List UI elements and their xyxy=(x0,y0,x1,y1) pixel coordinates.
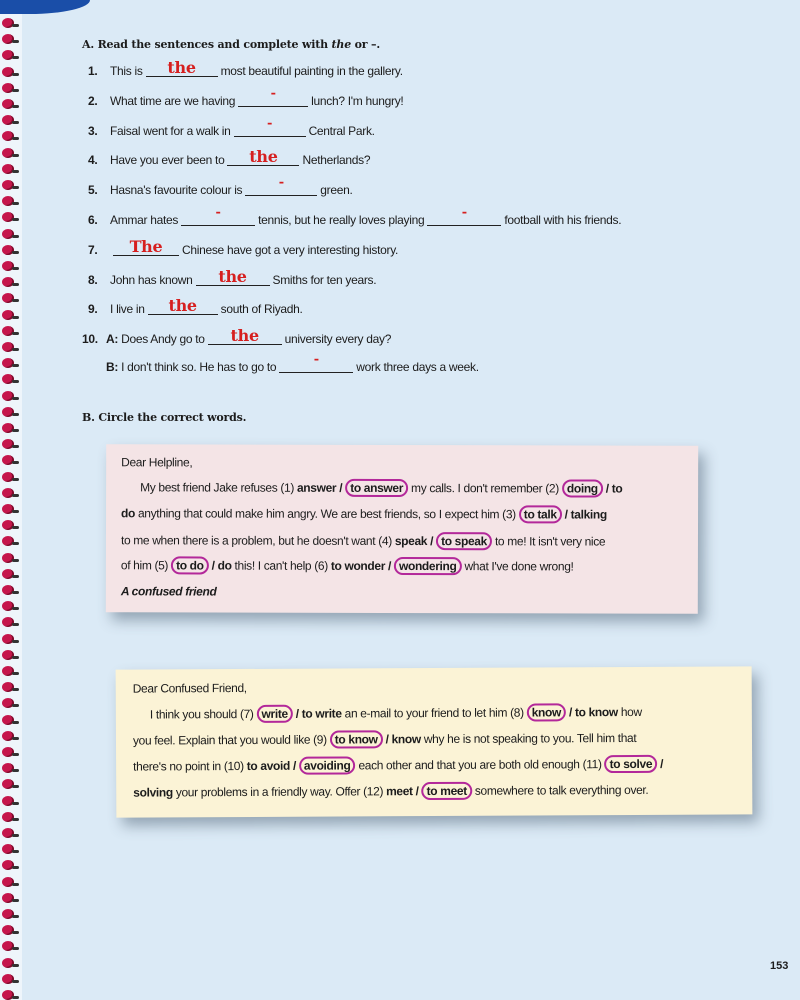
option-word[interactable]: to avoid xyxy=(246,758,290,773)
question-text: university every day? xyxy=(284,332,392,346)
question-text: Ammar hates xyxy=(110,213,179,227)
question-10a xyxy=(82,326,392,346)
letter-greeting: Dear Helpline, xyxy=(121,455,193,470)
binding-ring-wire xyxy=(12,656,19,659)
option-separator: / xyxy=(568,705,572,720)
question-text: What time are we having xyxy=(110,94,236,108)
question-text: This is xyxy=(110,64,143,78)
binding-ring-wire xyxy=(12,40,19,43)
binding-ring-wire xyxy=(12,348,19,351)
letter-line xyxy=(140,480,622,495)
binding-ring-wire xyxy=(12,964,19,967)
question-1 xyxy=(88,58,403,78)
question-number: 6. xyxy=(88,213,98,227)
binding-ring-wire xyxy=(12,737,19,740)
question-text: green. xyxy=(320,183,353,197)
binding-ring-wire xyxy=(12,947,19,950)
option-separator: / xyxy=(295,706,299,721)
option-word[interactable]: solving xyxy=(133,785,173,800)
question-number: 8. xyxy=(88,273,98,287)
letter-text: somewhere to talk everything over. xyxy=(474,782,649,798)
circled-option[interactable]: to answer xyxy=(345,479,408,497)
letter-text: each other and that you are both old enough (11) xyxy=(358,757,602,773)
option-separator: / xyxy=(415,784,419,799)
option-word[interactable]: to write xyxy=(301,706,342,721)
question-text: Faisal went for a walk in xyxy=(110,124,231,138)
handwritten-answer: the xyxy=(168,296,197,315)
answer-blank[interactable] xyxy=(234,116,306,137)
binding-ring-wire xyxy=(12,931,19,934)
option-word[interactable]: do xyxy=(217,558,232,573)
binding-ring-wire xyxy=(12,380,19,383)
handwritten-answer: the xyxy=(249,147,278,166)
option-separator: / to xyxy=(605,481,623,496)
handwritten-answer: - xyxy=(461,205,467,220)
answer-blank[interactable] xyxy=(181,205,255,226)
option-word[interactable]: do xyxy=(121,506,136,521)
circled-option[interactable]: to solve xyxy=(605,755,658,773)
circled-option[interactable]: to talk xyxy=(519,505,562,523)
letter-text: My best friend Jake refuses (1) xyxy=(140,480,295,495)
question-text: Central Park. xyxy=(308,124,375,138)
letter-line xyxy=(133,757,663,774)
question-text: football with his friends. xyxy=(504,213,622,227)
binding-ring-wire xyxy=(12,413,19,416)
binding-ring-wire xyxy=(12,494,19,497)
section-a-title-tail: or –. xyxy=(354,38,380,51)
option-separator: / xyxy=(430,534,434,549)
binding-ring-wire xyxy=(12,996,19,999)
corner-decoration xyxy=(0,0,90,14)
binding-ring-wire xyxy=(12,364,19,367)
circled-option[interactable]: doing xyxy=(562,479,603,497)
answer-blank[interactable] xyxy=(196,267,270,286)
binding-ring-wire xyxy=(12,73,19,76)
letter-text: how xyxy=(620,704,642,720)
binding-ring-wire xyxy=(12,316,19,319)
letter-text: you feel. Explain that you would like (9) xyxy=(132,732,327,748)
binding-ring-wire xyxy=(12,753,19,756)
binding-ring-wire xyxy=(12,866,19,869)
answer-blank[interactable] xyxy=(279,352,353,373)
letter-text: to me! It isn't very nice xyxy=(494,534,606,549)
handwritten-answer: The xyxy=(129,237,163,256)
option-separator: / xyxy=(385,732,389,747)
binding-ring-wire xyxy=(12,299,19,302)
speaker-label: A: xyxy=(106,332,119,346)
binding-ring-wire xyxy=(12,802,19,805)
question-10b xyxy=(106,352,479,374)
binding-ring-wire xyxy=(12,510,19,513)
letter-text: to me when there is a problem, but he doesn't want (4) xyxy=(120,533,392,548)
question-text: most beautiful painting in the gallery. xyxy=(220,64,403,78)
binding-ring-wire xyxy=(12,186,19,189)
letter-text: there's no point in (10) xyxy=(133,758,244,774)
binding-ring-wire xyxy=(12,915,19,918)
binding-ring-wire xyxy=(12,267,19,270)
option-word[interactable]: to know xyxy=(574,705,618,720)
question-text: I don't think so. He has to go to xyxy=(121,360,277,374)
letter-reply xyxy=(116,666,753,817)
binding-ring-wire xyxy=(12,218,19,221)
binding-ring-wire xyxy=(12,154,19,157)
binding-ring-wire xyxy=(12,542,19,545)
binding-ring-wire xyxy=(12,89,19,92)
binding-ring-wire xyxy=(12,980,19,983)
section-b-title: B. Circle the correct words. xyxy=(82,411,247,424)
question-text: Hasna's favourite colour is xyxy=(110,183,243,197)
question-text: Have you ever been to xyxy=(110,153,225,167)
letter-helpline xyxy=(106,444,698,614)
binding-ring-wire xyxy=(12,640,19,643)
letter-line xyxy=(133,731,636,748)
question-number: 3. xyxy=(88,124,98,138)
question-text: south of Riyadh. xyxy=(220,302,303,316)
binding-ring-wire xyxy=(12,56,19,59)
page-number: 153 xyxy=(770,960,789,972)
question-number: 9. xyxy=(88,302,98,316)
handwritten-answer: the xyxy=(230,326,259,345)
handwritten-answer: - xyxy=(278,175,284,190)
option-separator: / xyxy=(339,480,343,495)
option-word[interactable]: talking xyxy=(570,507,607,522)
speaker-label: B: xyxy=(106,360,119,374)
handwritten-answer: - xyxy=(267,116,273,131)
spiral-binding xyxy=(0,0,22,1000)
binding-ring-wire xyxy=(12,559,19,562)
handwritten-answer: - xyxy=(270,86,276,101)
option-word[interactable]: meet xyxy=(386,784,413,799)
binding-ring-wire xyxy=(12,170,19,173)
option-separator: / xyxy=(388,558,392,573)
binding-ring-wire xyxy=(12,704,19,707)
binding-ring-wire xyxy=(12,575,19,578)
question-3 xyxy=(88,116,375,138)
letter-line xyxy=(121,558,574,573)
letter-text: an e-mail to your friend to let him (8) xyxy=(344,705,524,721)
binding-ring-wire xyxy=(12,769,19,772)
binding-ring-wire xyxy=(12,899,19,902)
question-number: 1. xyxy=(88,64,98,78)
binding-ring-wire xyxy=(12,445,19,448)
question-2 xyxy=(88,86,404,108)
answer-blank[interactable] xyxy=(227,147,299,166)
question-number: 2. xyxy=(88,94,98,108)
question-6 xyxy=(88,205,622,227)
question-number: 5. xyxy=(88,183,98,197)
binding-ring-wire xyxy=(12,235,19,238)
binding-ring-wire xyxy=(12,721,19,724)
section-a-title-em: the xyxy=(331,38,352,51)
binding-ring-wire xyxy=(12,478,19,481)
binding-ring-wire xyxy=(12,461,19,464)
binding-ring-wire xyxy=(12,818,19,821)
letter-greeting: Dear Confused Friend, xyxy=(132,680,247,696)
question-text: tennis, but he really loves playing xyxy=(258,213,425,227)
letter-signature: A confused friend xyxy=(120,584,217,599)
circled-option[interactable]: write xyxy=(256,705,292,723)
section-a-title xyxy=(82,38,380,51)
question-4 xyxy=(88,147,371,167)
question-text: I live in xyxy=(110,302,145,316)
binding-ring-wire xyxy=(12,785,19,788)
binding-ring-wire xyxy=(12,283,19,286)
circled-option[interactable]: to do xyxy=(171,556,209,574)
option-separator: / xyxy=(660,756,664,771)
question-9 xyxy=(88,296,303,316)
option-word[interactable]: know xyxy=(391,732,421,747)
letter-text: this! I can't help (6) xyxy=(234,558,328,573)
question-text: Does Andy go to xyxy=(121,332,205,346)
binding-ring-wire xyxy=(12,526,19,529)
handwritten-answer: the xyxy=(218,267,247,286)
circled-option[interactable]: wondering xyxy=(394,557,462,575)
question-text: Chinese have got a very interesting history. xyxy=(182,243,399,257)
answer-blank[interactable] xyxy=(245,175,317,196)
binding-ring-wire xyxy=(12,137,19,140)
question-number: 7. xyxy=(88,243,98,257)
binding-ring-wire xyxy=(12,202,19,205)
letter-text: why he is not speaking to you. Tell him that xyxy=(423,730,637,747)
handwritten-answer: - xyxy=(215,205,221,220)
binding-ring-wire xyxy=(12,672,19,675)
binding-ring-wire xyxy=(12,332,19,335)
answer-blank[interactable] xyxy=(238,86,308,107)
letter-line xyxy=(121,533,605,548)
question-text: Netherlands? xyxy=(302,153,371,167)
question-text: Smiths for ten years. xyxy=(272,273,377,287)
binding-ring-wire xyxy=(12,105,19,108)
binding-ring-wire xyxy=(12,607,19,610)
answer-blank[interactable] xyxy=(113,237,179,256)
binding-ring-wire xyxy=(12,834,19,837)
question-text: John has known xyxy=(110,273,193,287)
binding-ring-wire xyxy=(12,24,19,27)
option-word[interactable]: speak xyxy=(394,533,428,549)
question-text: lunch? I'm hungry! xyxy=(311,94,404,108)
option-word[interactable]: to wonder xyxy=(330,558,386,573)
handwritten-answer: - xyxy=(313,352,319,367)
answer-blank[interactable] xyxy=(148,296,218,315)
letter-text: what I've done wrong! xyxy=(464,559,574,574)
binding-ring-wire xyxy=(12,251,19,254)
option-word[interactable]: answer xyxy=(296,480,337,495)
binding-ring-wire xyxy=(12,429,19,432)
letter-line xyxy=(150,705,642,722)
option-separator: / xyxy=(211,558,215,573)
option-separator: / xyxy=(292,758,296,773)
letter-text: my calls. I don't remember (2) xyxy=(411,481,559,496)
answer-blank[interactable] xyxy=(208,326,282,345)
circled-option[interactable]: to meet xyxy=(422,782,472,800)
binding-ring-wire xyxy=(12,623,19,626)
question-text: work three days a week. xyxy=(356,360,479,374)
letter-text: your problems in a friendly way. Offer (12) xyxy=(175,784,384,800)
question-number: 10. xyxy=(82,332,98,346)
question-5 xyxy=(88,175,353,197)
binding-ring-wire xyxy=(12,850,19,853)
letter-text: of him (5) xyxy=(120,558,169,573)
binding-ring-wire xyxy=(12,883,19,886)
handwritten-answer: the xyxy=(167,58,196,77)
circled-option[interactable]: to speak xyxy=(436,532,492,550)
binding-ring-wire xyxy=(12,688,19,691)
question-number: 4. xyxy=(88,153,98,167)
option-separator: / xyxy=(564,507,568,522)
binding-ring-wire xyxy=(12,591,19,594)
binding-ring-wire xyxy=(12,121,19,124)
circled-option[interactable]: know xyxy=(527,703,566,721)
question-8 xyxy=(88,267,377,287)
circled-option[interactable]: to know xyxy=(330,730,383,748)
answer-blank[interactable] xyxy=(146,58,218,77)
question-7 xyxy=(88,237,399,257)
letter-text: anything that could make him angry. We are best friends, so I expect him (3) xyxy=(137,506,516,522)
answer-blank[interactable] xyxy=(427,205,501,226)
letter-line xyxy=(133,783,648,800)
circled-option[interactable]: avoiding xyxy=(299,756,356,774)
letter-line xyxy=(121,506,607,521)
letter-text: I think you should (7) xyxy=(149,706,254,722)
section-a-title-text: A. Read the sentences and complete with xyxy=(82,38,328,51)
binding-ring-wire xyxy=(12,397,19,400)
